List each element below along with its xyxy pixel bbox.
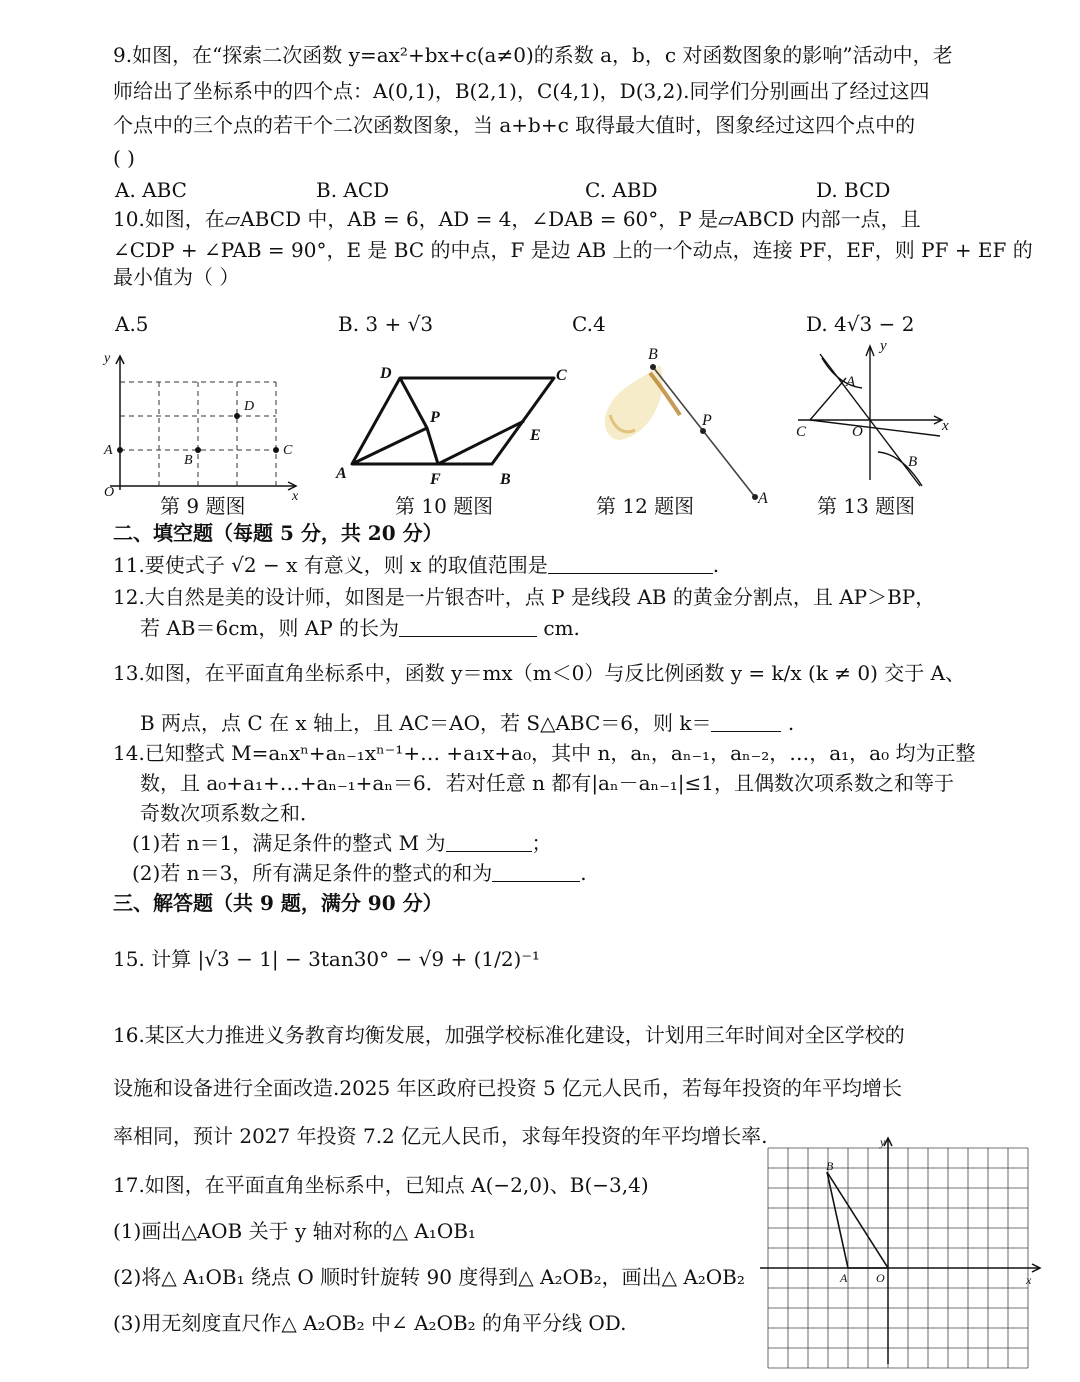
q10-line-2: ∠CDP + ∠PAB = 90°，E 是 BC 的中点，F 是边 AB 上的一个动点，连接 PF，EF，则 PF + EF 的 bbox=[113, 238, 1033, 262]
fig13-a-label: A bbox=[846, 374, 856, 390]
q17-sub-1: (1)画出△AOB 关于 y 轴对称的△ A₁OB₁ bbox=[113, 1219, 476, 1243]
fig9-d-label: D bbox=[244, 399, 255, 414]
q13-line-1: 13.如图，在平面直角坐标系中，函数 y＝mx（m＜0）与反比例函数 y = k/x (k ≠ 0) 交于 A、 bbox=[113, 661, 966, 685]
fig13-y-label: y bbox=[880, 338, 887, 354]
q13-question: B 两点，点 C 在 x 轴上，且 AC＝AO，若 S△ABC＝6，则 k＝ bbox=[140, 711, 712, 735]
fig12-p-label: P bbox=[702, 412, 712, 429]
q9-option-a: A. ABC bbox=[115, 178, 187, 202]
q11-text bbox=[113, 554, 719, 577]
fig10-a-label: A bbox=[336, 465, 347, 482]
q13-end: . bbox=[787, 711, 795, 735]
q12-question: 若 AB＝6cm，则 AP 的长为 bbox=[140, 616, 400, 640]
q14-sub1-answer-blank[interactable] bbox=[446, 833, 532, 852]
q16-line-1: 16.某区大力推进义务教育均衡发展，加强学校标准化建设，计划用三年时间对全区学校的 bbox=[113, 1023, 905, 1047]
q14-sub1-end: ； bbox=[531, 831, 552, 855]
q11-answer-blank[interactable] bbox=[548, 555, 713, 574]
q17-a-label: A bbox=[840, 1271, 848, 1285]
q14-sub-1 bbox=[132, 832, 552, 855]
q9-option-c: C. ABD bbox=[585, 178, 658, 202]
caption-fig-12: 第 12 题图 bbox=[596, 494, 695, 518]
section-3-heading: 三、解答题（共 9 题，满分 90 分） bbox=[113, 891, 443, 915]
q16-line-2: 设施和设备进行全面改造.2025 年区政府已投资 5 亿元人民币，若每年投资的年平均增长 bbox=[113, 1076, 903, 1100]
fig12-b-label: B bbox=[648, 346, 658, 363]
q13-answer-blank[interactable] bbox=[711, 713, 781, 732]
q11-end: . bbox=[712, 553, 720, 577]
fig13-c-label: C bbox=[796, 424, 807, 440]
fig10-f-label: F bbox=[430, 471, 441, 488]
fig13-x-label: x bbox=[942, 418, 949, 434]
q17-y-label: y bbox=[880, 1135, 886, 1149]
q12-line-2 bbox=[140, 617, 580, 640]
q12-answer-blank[interactable] bbox=[399, 618, 537, 637]
q9-line-1: 9.如图，在“探索二次函数 y=ax²+bx+c(a≠0)的系数 a，b，c 对函数图象的影响”活动中，老 bbox=[113, 43, 953, 67]
fig9-a-label: A bbox=[104, 443, 113, 458]
point-d bbox=[234, 413, 240, 419]
q14-line-3: 奇数次项系数之和． bbox=[140, 801, 320, 825]
q14-sub2-question: (2)若 n＝3，所有满足条件的整式的和为 bbox=[132, 861, 493, 885]
fig10-d-label: D bbox=[380, 365, 392, 382]
fig10-b-label: B bbox=[500, 471, 511, 488]
q10-line-3: 最小值为（ ） bbox=[113, 265, 240, 289]
section-2-heading: 二、填空题（每题 5 分，共 20 分） bbox=[113, 521, 443, 545]
fig10-p-label: P bbox=[430, 409, 440, 426]
q12-line-1: 12.大自然是美的设计师，如图是一片银杏叶，点 P 是线段 AB 的黄金分割点，且 AP＞BP， bbox=[113, 585, 936, 609]
q9-line-2: 师给出了坐标系中的四个点：A(0,1)，B(2,1)，C(4,1)，D(3,2).同学们分别画出了经过这四 bbox=[113, 79, 930, 103]
q10-option-b: B. 3 + √3 bbox=[338, 312, 434, 336]
q9-line-3: 个点中的三个点的若干个二次函数图象，当 a+b+c 取得最大值时，图象经过这四个点中的 bbox=[113, 113, 916, 137]
q15-text: 15. 计算 |√3 − 1| − 3tan30° − √9 + (1/2)⁻¹ bbox=[113, 947, 540, 971]
point-c bbox=[273, 447, 279, 453]
caption-fig-13: 第 13 题图 bbox=[817, 494, 916, 518]
q17-x-label: x bbox=[1026, 1273, 1032, 1287]
caption-fig-10: 第 10 题图 bbox=[395, 494, 494, 518]
fig10-c-label: C bbox=[556, 367, 567, 384]
q17-o-label: O bbox=[876, 1271, 885, 1285]
q14-sub1-question: (1)若 n＝1，满足条件的整式 M 为 bbox=[132, 831, 446, 855]
fig10-e-label: E bbox=[530, 427, 541, 444]
q17-sub-3: (3)用无刻度直尺作△ A₂OB₂ 中∠ A₂OB₂ 的角平分线 OD. bbox=[113, 1311, 627, 1335]
fig9-y-label: y bbox=[104, 351, 111, 366]
caption-fig-9: 第 9 题图 bbox=[160, 494, 246, 518]
q14-sub-2 bbox=[132, 862, 587, 885]
q10-option-a: A.5 bbox=[115, 312, 149, 336]
figure-10 bbox=[330, 360, 570, 490]
q12-unit: cm. bbox=[543, 616, 580, 640]
figure-12-ginkgo-leaf bbox=[590, 345, 790, 505]
q9-option-d: D. BCD bbox=[816, 178, 891, 202]
q9-option-b: B. ACD bbox=[316, 178, 390, 202]
q10-line-1: 10.如图，在▱ABCD 中，AB = 6，AD = 4，∠DAB = 60°，P 是▱ABCD 内部一点，且 bbox=[113, 207, 921, 231]
fig9-b-label: B bbox=[184, 453, 193, 468]
q9-answer-bracket: ( ) bbox=[113, 146, 135, 170]
fig13-o-label: O bbox=[852, 424, 863, 440]
q14-line-2: 数，且 a₀+a₁+…+aₙ₋₁+aₙ＝6．若对任意 n 都有|aₙ－aₙ₋₁|≤1，且偶数次项系数之和等于 bbox=[140, 771, 955, 795]
q14-line-1: 14.已知整式 M=aₙxⁿ+aₙ₋₁xⁿ⁻¹+… +a₁x+a₀，其中 n，aₙ，aₙ₋₁，aₙ₋₂，…，a₁，a₀ 均为正整 bbox=[113, 741, 976, 765]
fig12-a-label: A bbox=[758, 490, 768, 507]
q14-sub2-answer-blank[interactable] bbox=[492, 863, 580, 882]
q17-sub-2: (2)将△ A₁OB₁ 绕点 O 顺时针旋转 90 度得到△ A₂OB₂，画出△ A₂OB₂ bbox=[113, 1265, 745, 1289]
q11-question: 11.要使式子 √2 − x 有意义，则 x 的取值范围是 bbox=[113, 553, 548, 577]
q17-coordinate-grid[interactable] bbox=[760, 1134, 1050, 1364]
fig9-c-label: C bbox=[283, 443, 293, 458]
fig9-x-label: x bbox=[292, 489, 299, 504]
q10-option-c: C.4 bbox=[572, 312, 606, 336]
fig9-o-label: O bbox=[104, 485, 115, 500]
fig13-b-label: B bbox=[908, 454, 918, 470]
figure-13 bbox=[790, 340, 960, 490]
q14-sub2-end: . bbox=[580, 861, 587, 885]
q10-option-d: D. 4√3 − 2 bbox=[806, 312, 915, 336]
q13-line-2 bbox=[140, 712, 794, 735]
q17-line-1: 17.如图，在平面直角坐标系中，已知点 A(−2,0)、B(−3,4) bbox=[113, 1173, 649, 1197]
point-a bbox=[117, 447, 123, 453]
q17-b-label: B bbox=[826, 1159, 834, 1173]
figure-9 bbox=[100, 351, 300, 504]
point-b bbox=[195, 447, 201, 453]
q16-line-3: 率相同，预计 2027 年投资 7.2 亿元人民币，求每年投资的年平均增长率. bbox=[113, 1124, 768, 1148]
